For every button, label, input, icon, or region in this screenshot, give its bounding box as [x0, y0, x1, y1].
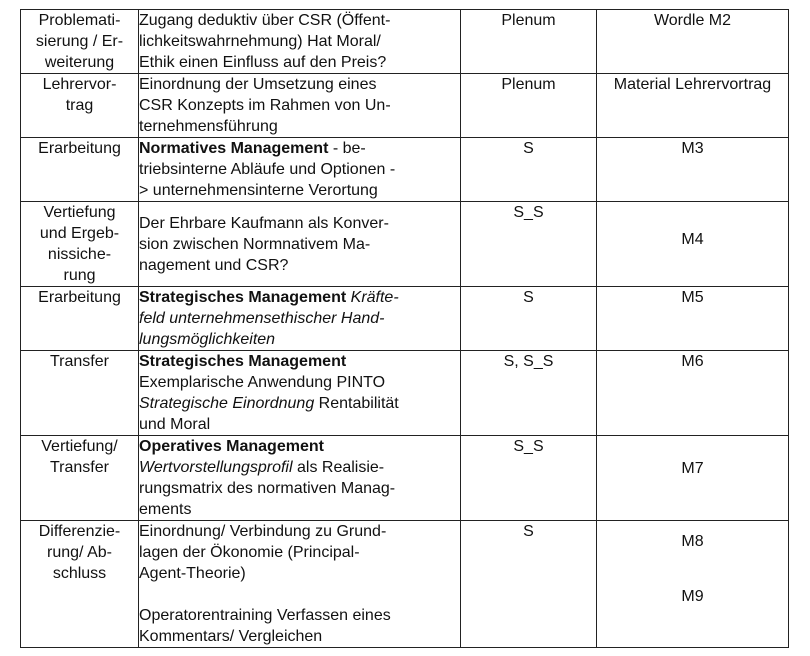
table-row — [21, 521, 789, 648]
material-cell: M4 — [597, 202, 789, 287]
phase-cell: Lehrervor- trag — [21, 74, 139, 138]
social-form-cell: S_S — [461, 436, 597, 521]
material-cell: Material Lehrervortrag — [597, 74, 789, 138]
content-cell: Einordnung/ Verbindung zu Grund- lagen der Ökonomie (Principal- Agent-Theorie) Operatorentraining Verfassen eines Kommentars/ Vergleichen — [139, 521, 461, 648]
material-cell — [597, 521, 789, 648]
content-cell: Operatives Management Wertvorstellungsprofil als Realisie- rungsmatrix des normativen Manag- ements — [139, 436, 461, 521]
table-row — [21, 436, 789, 521]
table-row — [21, 287, 789, 351]
content-cell: Einordnung der Umsetzung eines CSR Konzepts im Rahmen von Un- ternehmensführung — [139, 74, 461, 138]
material-cell: M6 — [597, 351, 789, 436]
phase-cell: Problemati- sierung / Er- weiterung — [21, 10, 139, 74]
social-form-cell: Plenum — [461, 10, 597, 74]
social-form-cell: S, S_S — [461, 351, 597, 436]
phase-cell: Transfer — [21, 351, 139, 436]
social-form-cell: S — [461, 521, 597, 648]
content-cell: Normatives Management - be- triebsinterne Abläufe und Optionen - > unternehmensinterne Verortung — [139, 138, 461, 202]
social-form-cell: S — [461, 287, 597, 351]
content-cell: Zugang deduktiv über CSR (Öffent- lichkeitswahrnehmung) Hat Moral/ Ethik einen Einfluss auf den Preis? — [139, 10, 461, 74]
material-m9: M9 — [681, 588, 704, 605]
phase-cell: Erarbeitung — [21, 138, 139, 202]
content-cell: Strategisches Management Exemplarische Anwendung PINTO Strategische Einordnung Rentabilität und Moral — [139, 351, 461, 436]
content-cell: Strategisches Management Kräfte- feld unternehmensethischer Hand- lungsmöglichkeiten — [139, 287, 461, 351]
material-cell: M3 — [597, 138, 789, 202]
table-row — [21, 10, 789, 74]
table-row — [21, 138, 789, 202]
social-form-cell: Plenum — [461, 74, 597, 138]
phase-cell: Differenzie- rung/ Ab- schluss — [21, 521, 139, 648]
social-form-cell: S — [461, 138, 597, 202]
phase-cell: Erarbeitung — [21, 287, 139, 351]
phase-cell: Vertiefung/ Transfer — [21, 436, 139, 521]
lesson-plan-table — [20, 9, 789, 648]
phase-cell: Vertiefung und Ergeb- nissiche- rung — [21, 202, 139, 287]
social-form-cell: S_S — [461, 202, 597, 287]
material-m8: M8 — [681, 533, 704, 550]
table-row — [21, 202, 789, 287]
table-row — [21, 351, 789, 436]
content-cell: Der Ehrbare Kaufmann als Konver- sion zwischen Normnativem Ma- nagement und CSR? — [139, 202, 461, 287]
table-row — [21, 74, 789, 138]
material-cell: Wordle M2 — [597, 10, 789, 74]
material-cell: M7 — [597, 436, 789, 521]
material-cell: M5 — [597, 287, 789, 351]
